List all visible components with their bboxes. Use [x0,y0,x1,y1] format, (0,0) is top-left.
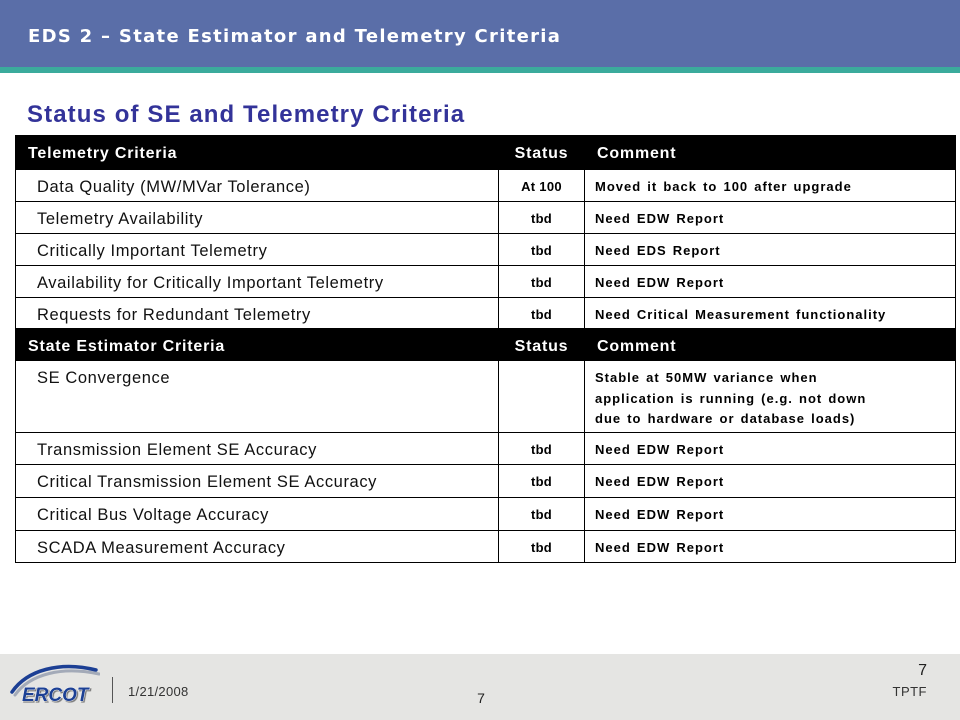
comment-cell: Need EDW Report [585,266,956,298]
status-cell: tbd [499,498,585,531]
table-row [16,202,956,234]
logo-wordmark: ERCOT [22,685,89,706]
criteria-cell: Critically Important Telemetry [16,234,499,266]
status-cell: tbd [499,298,585,329]
criteria-cell: Transmission Element SE Accuracy [16,433,499,465]
accent-stripe [0,67,960,73]
comment-cell: Need EDW Report [585,433,956,465]
comment-cell: Need EDW Report [585,498,956,531]
ercot-logo-graphic [10,662,100,708]
table-row [16,498,956,531]
criteria-cell: Data Quality (MW/MVar Tolerance) [16,170,499,202]
criteria-cell: Requests for Redundant Telemetry [16,298,499,329]
table-row [16,266,956,298]
table-row [16,465,956,498]
footer-divider [112,677,113,703]
criteria-cell: SCADA Measurement Accuracy [16,531,499,563]
footer-label: TPTF [892,684,927,699]
footer [0,654,960,720]
comment-cell: Need EDS Report [585,234,956,266]
table-section-header [16,329,956,361]
criteria-table [15,135,956,563]
status-cell: At 100 [499,170,585,202]
status-cell [499,361,585,433]
comment-cell: Need EDW Report [585,202,956,234]
header-cell-status: Status [499,136,585,170]
status-cell: tbd [499,202,585,234]
status-cell: tbd [499,266,585,298]
status-cell: tbd [499,433,585,465]
header-cell-status: Status [499,329,585,361]
comment-cell: Moved it back to 100 after upgrade [585,170,956,202]
header-cell-comment: Comment [585,136,956,170]
comment-cell: Need Critical Measurement functionality [585,298,956,329]
criteria-cell: Critical Transmission Element SE Accuracy [16,465,499,498]
table-row [16,170,956,202]
page-number-center: 7 [477,690,485,706]
header-cell-comment: Comment [585,329,956,361]
table-row [16,433,956,465]
slide-title: EDS 2 – State Estimator and Telemetry Criteria [28,26,562,47]
status-cell: tbd [499,465,585,498]
comment-text: Stable at 50MW variance when application is running (e.g. not down due to hardware or database loads) [595,370,867,426]
criteria-cell: Critical Bus Voltage Accuracy [16,498,499,531]
status-cell: tbd [499,234,585,266]
status-cell: tbd [499,531,585,563]
criteria-cell: Telemetry Availability [16,202,499,234]
comment-cell: Need EDW Report [585,465,956,498]
table-row [16,531,956,563]
slide-subtitle: Status of SE and Telemetry Criteria [27,101,466,128]
comment-cell [585,361,956,433]
page-number-right: 7 [918,662,927,679]
table-row [16,361,956,433]
criteria-cell: Availability for Critically Important Telemetry [16,266,499,298]
header-cell-criteria: State Estimator Criteria [16,329,499,361]
criteria-cell: SE Convergence [16,361,499,433]
comment-cell: Need EDW Report [585,531,956,563]
footer-date: 1/21/2008 [128,684,189,699]
table-row [16,298,956,329]
table-section-header [16,136,956,170]
header-cell-criteria: Telemetry Criteria [16,136,499,170]
ercot-logo [10,662,100,708]
table-row [16,234,956,266]
